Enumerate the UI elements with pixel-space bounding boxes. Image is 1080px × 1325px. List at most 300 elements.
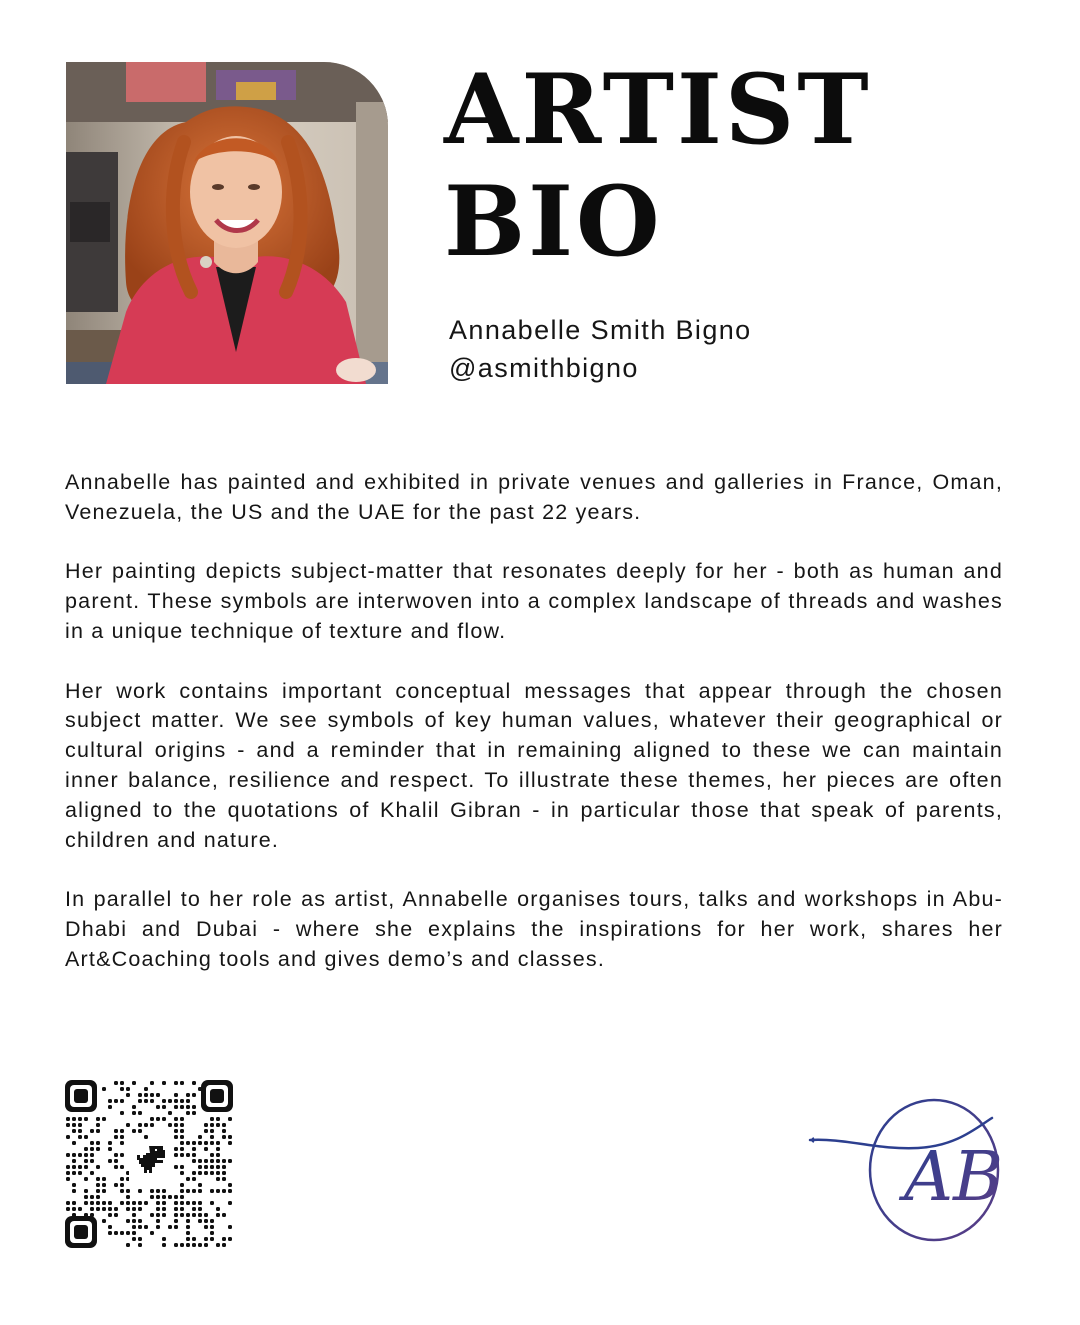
qr-module: [138, 1129, 142, 1133]
qr-module: [180, 1117, 184, 1121]
qr-module: [108, 1213, 112, 1217]
qr-module: [108, 1207, 112, 1211]
qr-module: [96, 1189, 100, 1193]
qr-module: [186, 1237, 190, 1241]
qr-module: [180, 1123, 184, 1127]
qr-module: [156, 1213, 160, 1217]
qr-module: [204, 1147, 208, 1151]
qr-module: [78, 1135, 82, 1139]
qr-module: [192, 1081, 196, 1085]
qr-module: [192, 1093, 196, 1097]
qr-module: [228, 1117, 232, 1121]
qr-module: [132, 1219, 136, 1223]
qr-module: [144, 1135, 148, 1139]
qr-module: [216, 1213, 220, 1217]
qr-module: [96, 1123, 100, 1127]
qr-module: [120, 1099, 124, 1103]
qr-module: [216, 1243, 220, 1247]
qr-module: [126, 1195, 130, 1199]
qr-module: [192, 1153, 196, 1157]
qr-module: [66, 1165, 70, 1169]
qr-module: [180, 1099, 184, 1103]
qr-module: [198, 1219, 202, 1223]
qr-module: [156, 1195, 160, 1199]
qr-module: [144, 1093, 148, 1097]
qr-module: [156, 1201, 160, 1205]
qr-module: [66, 1177, 70, 1181]
qr-module: [114, 1207, 118, 1211]
qr-finder-pattern: [201, 1080, 233, 1112]
qr-module: [228, 1141, 232, 1145]
qr-finder-pattern: [65, 1216, 97, 1248]
qr-module: [174, 1093, 178, 1097]
qr-module: [120, 1081, 124, 1085]
qr-module: [216, 1207, 220, 1211]
qr-module: [186, 1243, 190, 1247]
qr-module: [174, 1153, 178, 1157]
qr-module: [78, 1129, 82, 1133]
qr-module: [72, 1201, 76, 1205]
qr-module: [162, 1243, 166, 1247]
qr-module: [72, 1189, 76, 1193]
qr-module: [162, 1237, 166, 1241]
qr-module: [216, 1153, 220, 1157]
qr-module: [204, 1165, 208, 1169]
qr-module: [174, 1129, 178, 1133]
qr-module: [132, 1213, 136, 1217]
qr-module: [90, 1201, 94, 1205]
qr-module: [180, 1147, 184, 1151]
page-title: [444, 54, 872, 278]
qr-module: [180, 1201, 184, 1205]
qr-module: [180, 1165, 184, 1169]
qr-module: [228, 1237, 232, 1241]
qr-module: [186, 1231, 190, 1235]
qr-module: [90, 1171, 94, 1175]
qr-module: [156, 1225, 160, 1229]
bio-paragraph: Her work contains important conceptual messages that appear through the chosen subject matter. We see symbols of key human values, whatever their geographical or cultural origins - and a reminder that in remaining aligned to these we can maintain inner balance, resilience and respect. To illustrate these themes, her pieces are often aligned to the quotations of Khalil Gibran - in particular those that speak of parents, children and nature.: [65, 678, 1003, 852]
qr-module: [78, 1165, 82, 1169]
qr-module: [72, 1123, 76, 1127]
qr-module: [180, 1189, 184, 1193]
qr-module: [138, 1189, 142, 1193]
qr-module: [222, 1159, 226, 1163]
qr-module: [126, 1087, 130, 1091]
qr-module: [66, 1135, 70, 1139]
qr-module: [84, 1117, 88, 1121]
qr-module: [66, 1171, 70, 1175]
qr-module: [120, 1189, 124, 1193]
qr-module: [180, 1183, 184, 1187]
qr-module: [84, 1189, 88, 1193]
qr-module: [150, 1213, 154, 1217]
qr-module: [108, 1105, 112, 1109]
qr-module: [198, 1213, 202, 1217]
qr-code[interactable]: [63, 1078, 235, 1250]
qr-module: [144, 1099, 148, 1103]
qr-module: [132, 1129, 136, 1133]
qr-module: [174, 1165, 178, 1169]
qr-module: [222, 1129, 226, 1133]
qr-module: [120, 1135, 124, 1139]
qr-module: [180, 1243, 184, 1247]
bio-paragraph: Annabelle has painted and exhibited in private venues and galleries in France, Oman, Venezuela, the US and the UAE for the past 22 years.: [65, 470, 1003, 524]
qr-module: [186, 1099, 190, 1103]
qr-module: [204, 1243, 208, 1247]
qr-module: [138, 1243, 142, 1247]
qr-module: [192, 1111, 196, 1115]
qr-module: [228, 1225, 232, 1229]
qr-module: [138, 1093, 142, 1097]
title-line-bio: BIO: [444, 165, 663, 278]
qr-module: [180, 1105, 184, 1109]
qr-module: [138, 1123, 142, 1127]
qr-module: [186, 1213, 190, 1217]
qr-module: [132, 1225, 136, 1229]
qr-module: [126, 1123, 130, 1127]
qr-module: [204, 1123, 208, 1127]
qr-module: [144, 1201, 148, 1205]
qr-module: [192, 1147, 196, 1151]
qr-module: [222, 1237, 226, 1241]
qr-module: [216, 1117, 220, 1121]
bio-paragraph: In parallel to her role as artist, Annabelle organises tours, talks and workshops in Abu-Dhabi and Dubai - where she explains the inspirations for her work, shares her Art&Coaching tools and gives demo’s and classes.: [65, 887, 1003, 971]
qr-module: [84, 1159, 88, 1163]
qr-module: [216, 1177, 220, 1181]
qr-module: [132, 1105, 136, 1109]
qr-module: [204, 1159, 208, 1163]
qr-module: [78, 1171, 82, 1175]
qr-module: [120, 1141, 124, 1145]
qr-module: [204, 1219, 208, 1223]
qr-module: [174, 1099, 178, 1103]
qr-module: [186, 1153, 190, 1157]
qr-module: [162, 1081, 166, 1085]
qr-module: [162, 1195, 166, 1199]
qr-module: [204, 1237, 208, 1241]
artist-handle: @asmithbigno: [449, 353, 639, 383]
qr-module: [180, 1153, 184, 1157]
qr-module: [96, 1201, 100, 1205]
qr-module: [120, 1153, 124, 1157]
bio-text: [65, 468, 1003, 1004]
qr-module: [114, 1183, 118, 1187]
qr-module: [72, 1159, 76, 1163]
qr-module: [66, 1117, 70, 1121]
qr-module: [216, 1147, 220, 1151]
qr-module: [162, 1099, 166, 1103]
qr-module: [72, 1129, 76, 1133]
qr-module: [162, 1105, 166, 1109]
qr-module: [114, 1159, 118, 1163]
qr-module: [174, 1213, 178, 1217]
qr-module: [198, 1201, 202, 1205]
qr-module: [210, 1201, 214, 1205]
qr-module: [96, 1129, 100, 1133]
qr-module: [210, 1219, 214, 1223]
qr-module: [168, 1111, 172, 1115]
qr-module: [72, 1171, 76, 1175]
qr-module: [192, 1171, 196, 1175]
qr-module: [180, 1081, 184, 1085]
qr-module: [138, 1111, 142, 1115]
qr-module: [114, 1129, 118, 1133]
qr-module: [114, 1081, 118, 1085]
qr-module: [198, 1189, 202, 1193]
qr-module: [138, 1201, 142, 1205]
qr-module: [168, 1195, 172, 1199]
qr-module: [210, 1153, 214, 1157]
qr-module: [186, 1201, 190, 1205]
qr-module: [120, 1087, 124, 1091]
qr-module: [204, 1141, 208, 1145]
qr-module: [84, 1147, 88, 1151]
qr-module: [120, 1165, 124, 1169]
qr-module: [78, 1207, 82, 1211]
qr-module: [186, 1105, 190, 1109]
signature-monogram: AB: [904, 1138, 1002, 1217]
qr-module: [222, 1165, 226, 1169]
qr-module: [150, 1195, 154, 1199]
qr-module: [156, 1189, 160, 1193]
qr-module: [222, 1123, 226, 1127]
qr-module: [96, 1147, 100, 1151]
qr-module: [108, 1225, 112, 1229]
qr-module: [192, 1201, 196, 1205]
qr-module: [72, 1141, 76, 1145]
qr-module: [168, 1225, 172, 1229]
qr-module: [186, 1219, 190, 1223]
qr-module: [198, 1159, 202, 1163]
qr-module: [114, 1153, 118, 1157]
qr-module: [114, 1099, 118, 1103]
qr-module: [138, 1237, 142, 1241]
qr-module: [90, 1159, 94, 1163]
qr-module: [120, 1231, 124, 1235]
qr-module: [102, 1117, 106, 1121]
qr-module: [78, 1117, 82, 1121]
qr-module: [120, 1201, 124, 1205]
qr-module: [210, 1159, 214, 1163]
qr-module: [180, 1129, 184, 1133]
qr-module: [108, 1141, 112, 1145]
qr-module: [132, 1111, 136, 1115]
qr-module: [138, 1099, 142, 1103]
qr-module: [228, 1135, 232, 1139]
qr-module: [66, 1123, 70, 1127]
qr-module: [162, 1117, 166, 1121]
qr-module: [192, 1207, 196, 1211]
qr-module: [186, 1177, 190, 1181]
qr-finder-pattern: [65, 1080, 97, 1112]
qr-module: [174, 1123, 178, 1127]
qr-module: [150, 1117, 154, 1121]
qr-module: [210, 1129, 214, 1133]
qr-module: [174, 1201, 178, 1205]
qr-module: [198, 1171, 202, 1175]
qr-module: [126, 1093, 130, 1097]
qr-module: [90, 1153, 94, 1157]
qr-module: [210, 1189, 214, 1193]
qr-module: [198, 1243, 202, 1247]
qr-module: [180, 1141, 184, 1145]
qr-module: [210, 1135, 214, 1139]
qr-module: [174, 1117, 178, 1121]
qr-module: [84, 1195, 88, 1199]
qr-module: [96, 1177, 100, 1181]
qr-module: [120, 1129, 124, 1133]
qr-module: [132, 1207, 136, 1211]
qr-module: [90, 1195, 94, 1199]
qr-module: [174, 1219, 178, 1223]
qr-module: [204, 1213, 208, 1217]
qr-module: [66, 1153, 70, 1157]
qr-module: [120, 1111, 124, 1115]
qr-module: [180, 1171, 184, 1175]
qr-module: [102, 1177, 106, 1181]
qr-module: [96, 1117, 100, 1121]
qr-module: [84, 1165, 88, 1169]
qr-module: [222, 1171, 226, 1175]
qr-module: [198, 1141, 202, 1145]
qr-module: [192, 1177, 196, 1181]
qr-module: [150, 1099, 154, 1103]
qr-module: [216, 1165, 220, 1169]
qr-module: [120, 1177, 124, 1181]
qr-module: [156, 1219, 160, 1223]
qr-module: [192, 1237, 196, 1241]
qr-module: [156, 1093, 160, 1097]
qr-module: [150, 1231, 154, 1235]
qr-module: [114, 1213, 118, 1217]
qr-module: [198, 1183, 202, 1187]
artist-signature-logo: [806, 1088, 1002, 1246]
qr-module: [72, 1207, 76, 1211]
qr-module: [228, 1201, 232, 1205]
qr-module: [222, 1213, 226, 1217]
qr-module: [210, 1165, 214, 1169]
qr-module: [174, 1207, 178, 1211]
qr-module: [150, 1123, 154, 1127]
qr-module: [180, 1135, 184, 1139]
qr-module: [228, 1159, 232, 1163]
qr-module: [216, 1159, 220, 1163]
qr-module: [72, 1153, 76, 1157]
qr-module: [90, 1207, 94, 1211]
qr-module: [96, 1183, 100, 1187]
bio-paragraph: Her painting depicts subject-matter that resonates deeply for her - both as human and parent. These symbols are interwoven into a complex landscape of threads and washes in a unique technique of texture and flow.: [65, 559, 1003, 643]
qr-module: [198, 1135, 202, 1139]
qr-module: [96, 1141, 100, 1145]
qr-module: [126, 1231, 130, 1235]
qr-module: [150, 1093, 154, 1097]
qr-module: [174, 1195, 178, 1199]
qr-module: [222, 1177, 226, 1181]
qr-module: [174, 1147, 178, 1151]
qr-module: [144, 1123, 148, 1127]
qr-module: [114, 1135, 118, 1139]
qr-module: [204, 1171, 208, 1175]
qr-module: [102, 1189, 106, 1193]
qr-module: [192, 1243, 196, 1247]
qr-module: [180, 1195, 184, 1199]
qr-module: [192, 1189, 196, 1193]
qr-module: [180, 1207, 184, 1211]
qr-module: [210, 1171, 214, 1175]
qr-module: [102, 1183, 106, 1187]
qr-module: [216, 1141, 220, 1145]
qr-module: [216, 1123, 220, 1127]
qr-module: [162, 1213, 166, 1217]
qr-module: [96, 1165, 100, 1169]
qr-module: [156, 1105, 160, 1109]
qr-module: [192, 1141, 196, 1145]
qr-module: [210, 1231, 214, 1235]
qr-module: [222, 1135, 226, 1139]
qr-module: [78, 1153, 82, 1157]
qr-module: [114, 1231, 118, 1235]
artist-name: Annabelle Smith Bigno: [449, 315, 752, 345]
qr-module: [108, 1099, 112, 1103]
qr-module: [108, 1159, 112, 1163]
qr-module: [192, 1213, 196, 1217]
qr-module: [102, 1219, 106, 1223]
qr-module: [186, 1225, 190, 1229]
qr-module: [132, 1081, 136, 1085]
qr-module: [72, 1183, 76, 1187]
qr-module: [222, 1243, 226, 1247]
qr-module: [66, 1201, 70, 1205]
qr-module: [216, 1171, 220, 1175]
qr-module: [126, 1207, 130, 1211]
qr-module: [144, 1087, 148, 1091]
qr-module: [174, 1105, 178, 1109]
qr-module: [210, 1225, 214, 1229]
qr-module: [174, 1135, 178, 1139]
qr-module: [108, 1201, 112, 1205]
qr-module: [126, 1189, 130, 1193]
qr-module: [132, 1231, 136, 1235]
qr-module: [84, 1201, 88, 1205]
qr-module: [72, 1165, 76, 1169]
qr-module: [150, 1081, 154, 1085]
qr-module: [210, 1141, 214, 1145]
artist-portrait-photo: [66, 62, 388, 384]
qr-module: [168, 1099, 172, 1103]
qr-module: [186, 1093, 190, 1097]
qr-module: [102, 1207, 106, 1211]
qr-module: [72, 1117, 76, 1121]
qr-module: [96, 1207, 100, 1211]
qr-module: [174, 1243, 178, 1247]
qr-module: [144, 1225, 148, 1229]
qr-module: [90, 1129, 94, 1133]
qr-module: [78, 1123, 82, 1127]
qr-module: [162, 1207, 166, 1211]
qr-module: [162, 1201, 166, 1205]
qr-module: [132, 1201, 136, 1205]
qr-module: [102, 1201, 106, 1205]
qr-module: [114, 1165, 118, 1169]
qr-module: [84, 1135, 88, 1139]
qr-module: [198, 1165, 202, 1169]
qr-module: [174, 1081, 178, 1085]
qr-module: [156, 1207, 160, 1211]
qr-module: [210, 1237, 214, 1241]
qr-module: [138, 1207, 142, 1211]
qr-module: [222, 1189, 226, 1193]
qr-module: [198, 1207, 202, 1211]
